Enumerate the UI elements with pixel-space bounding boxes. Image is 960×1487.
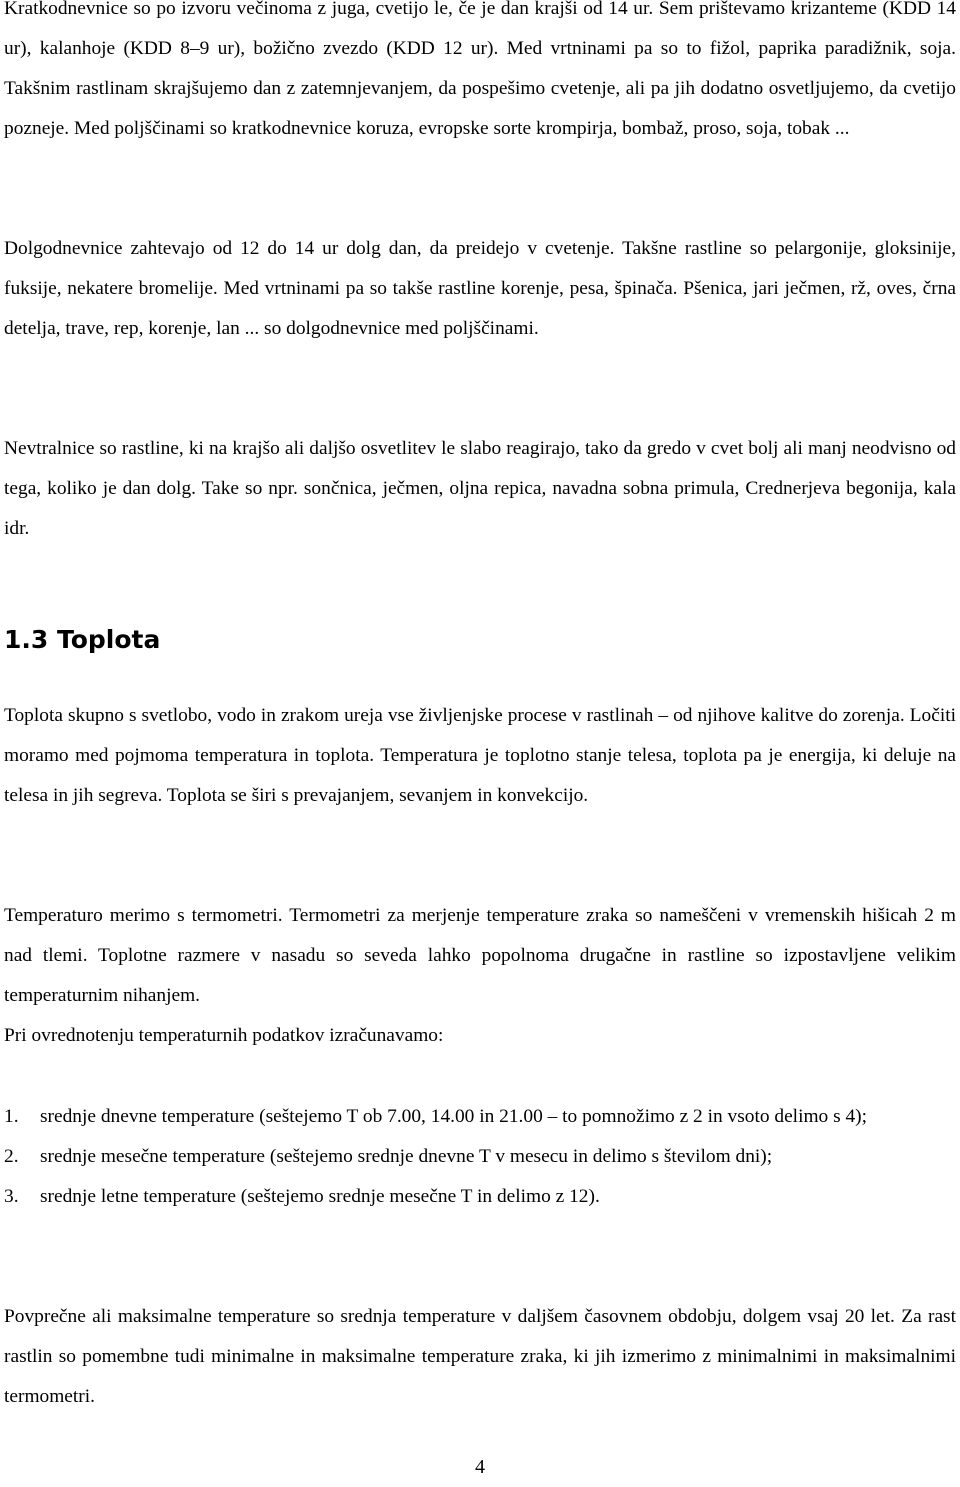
list-item	[4, 1097, 956, 1137]
paragraph-neutral-plants: Nevtralnice so rastline, ki na krajšo ali daljšo osvetlitev le slabo reagirajo, tako da gredo v cvet bolj ali manj neodvisno od tega, koliko je dan dolg. Take so npr. sončnica, ječmen, oljna repica, navadna sobna primula, Crednerjeva begonija, kala idr.	[4, 438, 956, 539]
list-item-number: 2.	[4, 1146, 19, 1167]
list-item	[4, 1177, 956, 1217]
list-item-number: 3.	[4, 1186, 19, 1207]
paragraph-average-temperatures: Povprečne ali maksimalne temperature so srednja temperature v daljšem časovnem obdobju, dolgem vsaj 20 let. Za rast rastlin so pomembne tudi minimalne in maksimalne temperature zraka, ki jih izmerimo z minimalnimi in maksimalnimi termometri.	[4, 1306, 956, 1407]
paragraph-heat-intro: Toplota skupno s svetlobo, vodo in zrakom ureja vse življenjske procese v rastlinah – od njihove kalitve do zorenja. Ločiti moramo med pojmoma temperatura in toplota. Temperatura je toplotno stanje telesa, toplota pa je energija, ki deluje na telesa in jih segreva. Toplota se širi s prevajanjem, sevanjem in konvekcijo.	[4, 705, 956, 806]
list-item-text: srednje mesečne temperature (seštejemo srednje dnevne T v mesecu in delimo s številom dni);	[40, 1146, 773, 1167]
list-item-text: srednje dnevne temperature (seštejemo T ob 7.00, 14.00 in 21.00 – to pomnožimo z 2 in vsoto delimo s 4);	[40, 1106, 868, 1127]
paragraph-long-day-plants: Dolgodnevnice zahtevajo od 12 do 14 ur dolg dan, da preidejo v cvetenje. Takšne rastline so pelargonije, gloksinije, fuksije, nekatere bromelije. Med vrtninami pa so takše rastline korenje, pesa, špinača. Pšenica, jari ječmen, rž, oves, črna detelja, trave, rep, korenje, lan ... so dolgodnevnice med poljščinami.	[4, 238, 956, 339]
section-heading: 1.3 Toplota	[4, 625, 161, 654]
list-item-text: srednje letne temperature (seštejemo srednje mesečne T in delimo z 12).	[40, 1186, 600, 1207]
page-number: 4	[475, 1456, 485, 1478]
temperature-calculation-list	[4, 1097, 956, 1217]
paragraph-short-day-plants: Kratkodnevnice so po izvoru večinoma z juga, cvetijo le, če je dan krajši od 14 ur. Sem prištevamo krizanteme (KDD 14 ur), kalanhoje (KDD 8–9 ur), božično zvezdo (KDD 12 ur). Med vrtninami pa so to fižol, paprika paradižnik, soja. Takšnim rastlinam skrajšujemo dan z zatemnjevanjem, da pospešimo cvetenje, ali pa jih dodatno osvetljujemo, da cvetijo pozneje. Med poljščinami so kratkodnevnice koruza, evropske sorte krompirja, bombaž, proso, soja, tobak ...	[4, 0, 956, 139]
list-item	[4, 1137, 956, 1177]
paragraph-calculation-intro: Pri ovrednotenju temperaturnih podatkov izračunavamo:	[4, 1025, 444, 1046]
paragraph-thermometers: Temperaturo merimo s termometri. Termometri za merjenje temperature zraka so nameščeni v vremenskih hišicah 2 m nad tlemi. Toplotne razmere v nasadu so seveda lahko popolnoma drugačne in rastline so izpostavljene velikim temperaturnim nihanjem.	[4, 905, 956, 1006]
list-item-number: 1.	[4, 1106, 19, 1127]
